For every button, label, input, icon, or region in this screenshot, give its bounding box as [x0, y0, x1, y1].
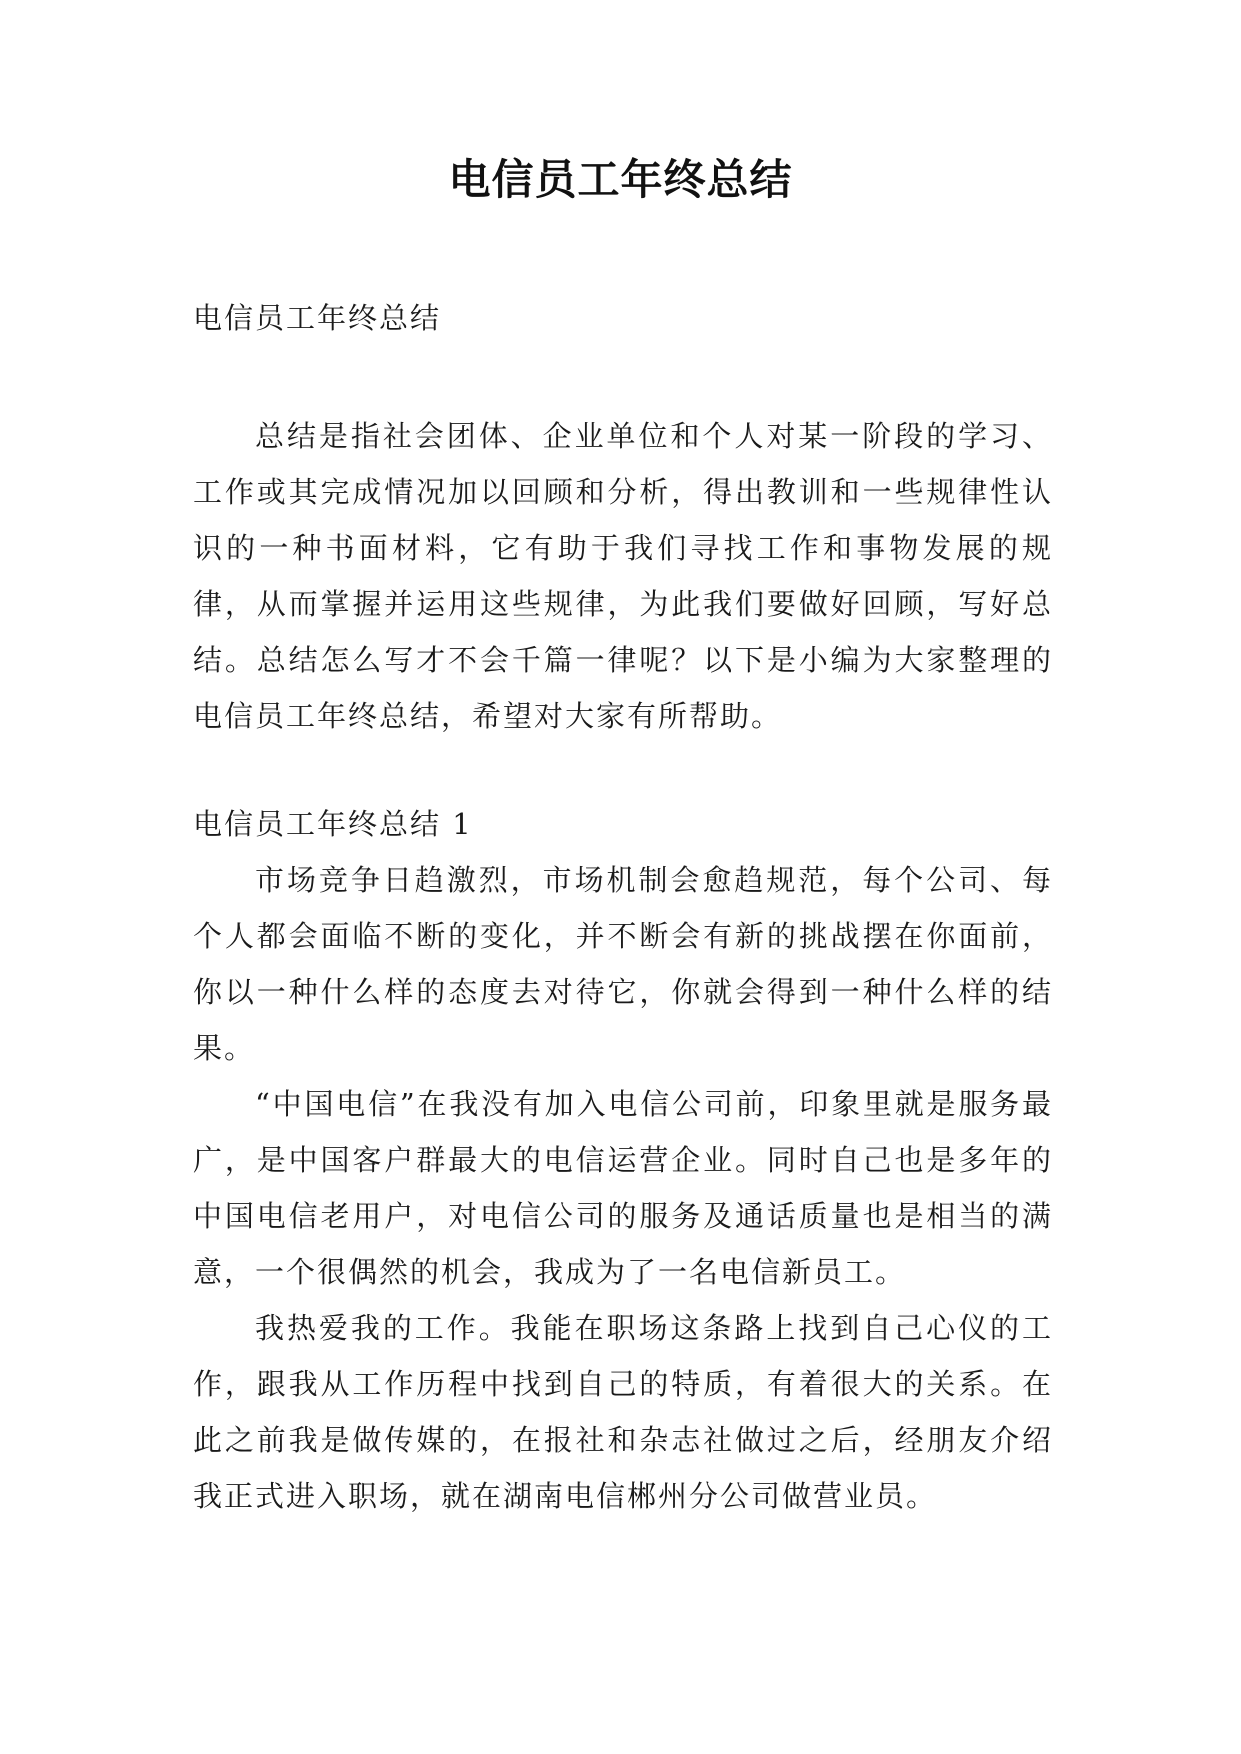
document-title: 电信员工年终总结 [448, 155, 793, 204]
body-paragraph: 市场竞争日趋激烈，市场机制会愈趋规范，每个公司、每个人都会面临不断的变化，并不断会有新的挑战摆在你面前，你以一种什么样的态度去对待它，你就会得到一种什么样的结果。 [193, 863, 1053, 1065]
document-body [193, 290, 1053, 1524]
body-paragraph: 我热爱我的工作。我能在职场这条路上找到自己心仪的工作，跟我从工作历程中找到自己的特质，有着很大的关系。在此之前我是做传媒的，在报社和杂志社做过之后，经朋友介绍我正式进入职场，就在湖南电信郴州分公司做营业员。 [193, 1311, 1053, 1513]
spacer [193, 744, 1053, 796]
document-subtitle: 电信员工年终总结 [193, 301, 442, 335]
spacer [193, 346, 1053, 408]
section-heading: 电信员工年终总结 1 [193, 807, 473, 841]
body-paragraph: “中国电信”在我没有加入电信公司前，印象里就是服务最广，是中国客户群最大的电信运营企业。同时自己也是多年的中国电信老用户，对电信公司的服务及通话质量也是相当的满意，一个很偶然的机会，我成为了一名电信新员工。 [193, 1087, 1053, 1289]
intro-paragraph: 总结是指社会团体、企业单位和个人对某一阶段的学习、工作或其完成情况加以回顾和分析，得出教训和一些规律性认识的一种书面材料，它有助于我们寻找工作和事物发展的规律，从而掌握并运用这些规律，为此我们要做好回顾，写好总结。总结怎么写才不会千篇一律呢？以下是小编为大家整理的电信员工年终总结，希望对大家有所帮助。 [193, 419, 1053, 733]
